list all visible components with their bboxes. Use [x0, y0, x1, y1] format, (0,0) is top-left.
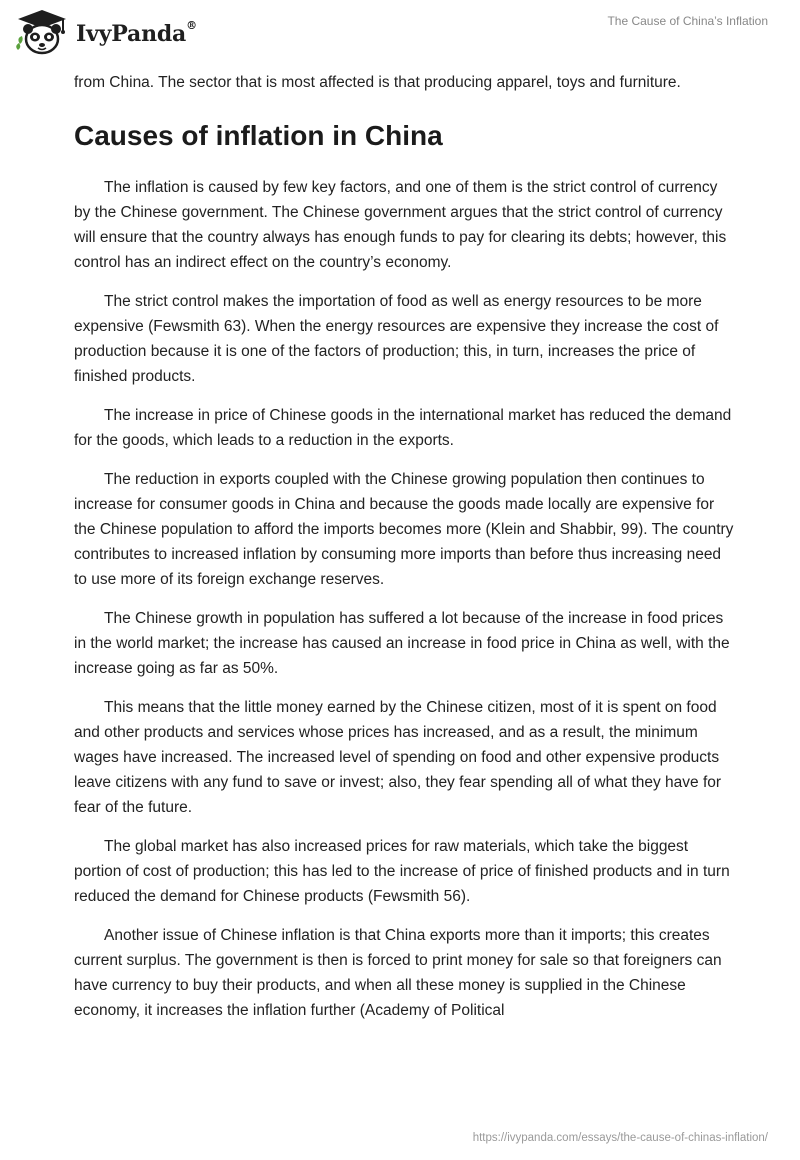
essay-body — [74, 70, 734, 1037]
paragraph: The increase in price of Chinese goods in the international market has reduced the demand for the goods, which leads to a reduction in the exports. — [74, 407, 732, 449]
paragraph: The global market has also increased prices for raw materials, which take the biggest portion of cost of production; this has led to the increase of price of finished products and in turn reduced the demand for Chinese products (Fewsmith 56). — [74, 838, 730, 905]
paragraph: The reduction in exports coupled with the Chinese growing population then continues to increase for consumer goods in China and because the goods made locally are expensive for the Chinese population to afford the imports becomes more (Klein and Shabbir, 99). The country contributes to increased inflation by consuming more imports than before thus increasing need to use more of its foreign exchange reserves. — [74, 471, 734, 588]
paragraph: This means that the little money earned by the Chinese citizen, most of it is spent on food and other products and services whose prices has increased, and as a result, the minimum wages have increased. The increased level of spending on food and other expensive products leave citizens with any fund to save or invest; also, they fear spending all of what they have for fear of the future. — [74, 699, 722, 816]
source-url[interactable]: https://ivypanda.com/essays/the-cause-of-chinas-inflation/ — [472, 1132, 768, 1144]
section-heading: Causes of inflation in China — [74, 120, 443, 151]
intro-paragraph: from China. The sector that is most affected is that producing apparel, toys and furniture. — [74, 74, 681, 91]
panda-graduate-icon — [14, 8, 70, 56]
paragraph: The Chinese growth in population has suffered a lot because of the increase in food prices in the world market; the increase has caused an increase in food price in China as well, with the increase going as far as 50%. — [74, 610, 730, 677]
paragraph: The strict control makes the importation of food as well as energy resources to be more expensive (Fewsmith 63). When the energy resources are expensive they increase the cost of production because it is one of the factors of production; this, in turn, increases the price of finished products. — [74, 293, 719, 385]
paragraph: Another issue of Chinese inflation is that China exports more than it imports; this creates current surplus. The government is then is forced to print money for sale so that foreigners can have currency to buy their products, and when all these money is supplied in the Chinese economy, it increases the inflation further (Academy of Political — [74, 927, 722, 1019]
page-header — [0, 0, 800, 60]
brand-name: IvyPanda® — [76, 18, 197, 47]
document-title: The Cause of China’s Inflation — [607, 14, 768, 28]
ivypanda-logo[interactable] — [14, 8, 197, 56]
paragraph: The inflation is caused by few key factors, and one of them is the strict control of currency by the Chinese government. The Chinese government argues that the strict control of currency will ensure that the country always has enough funds to pay for clearing its debts; however, this control has an indirect effect on the country’s economy. — [74, 179, 727, 271]
